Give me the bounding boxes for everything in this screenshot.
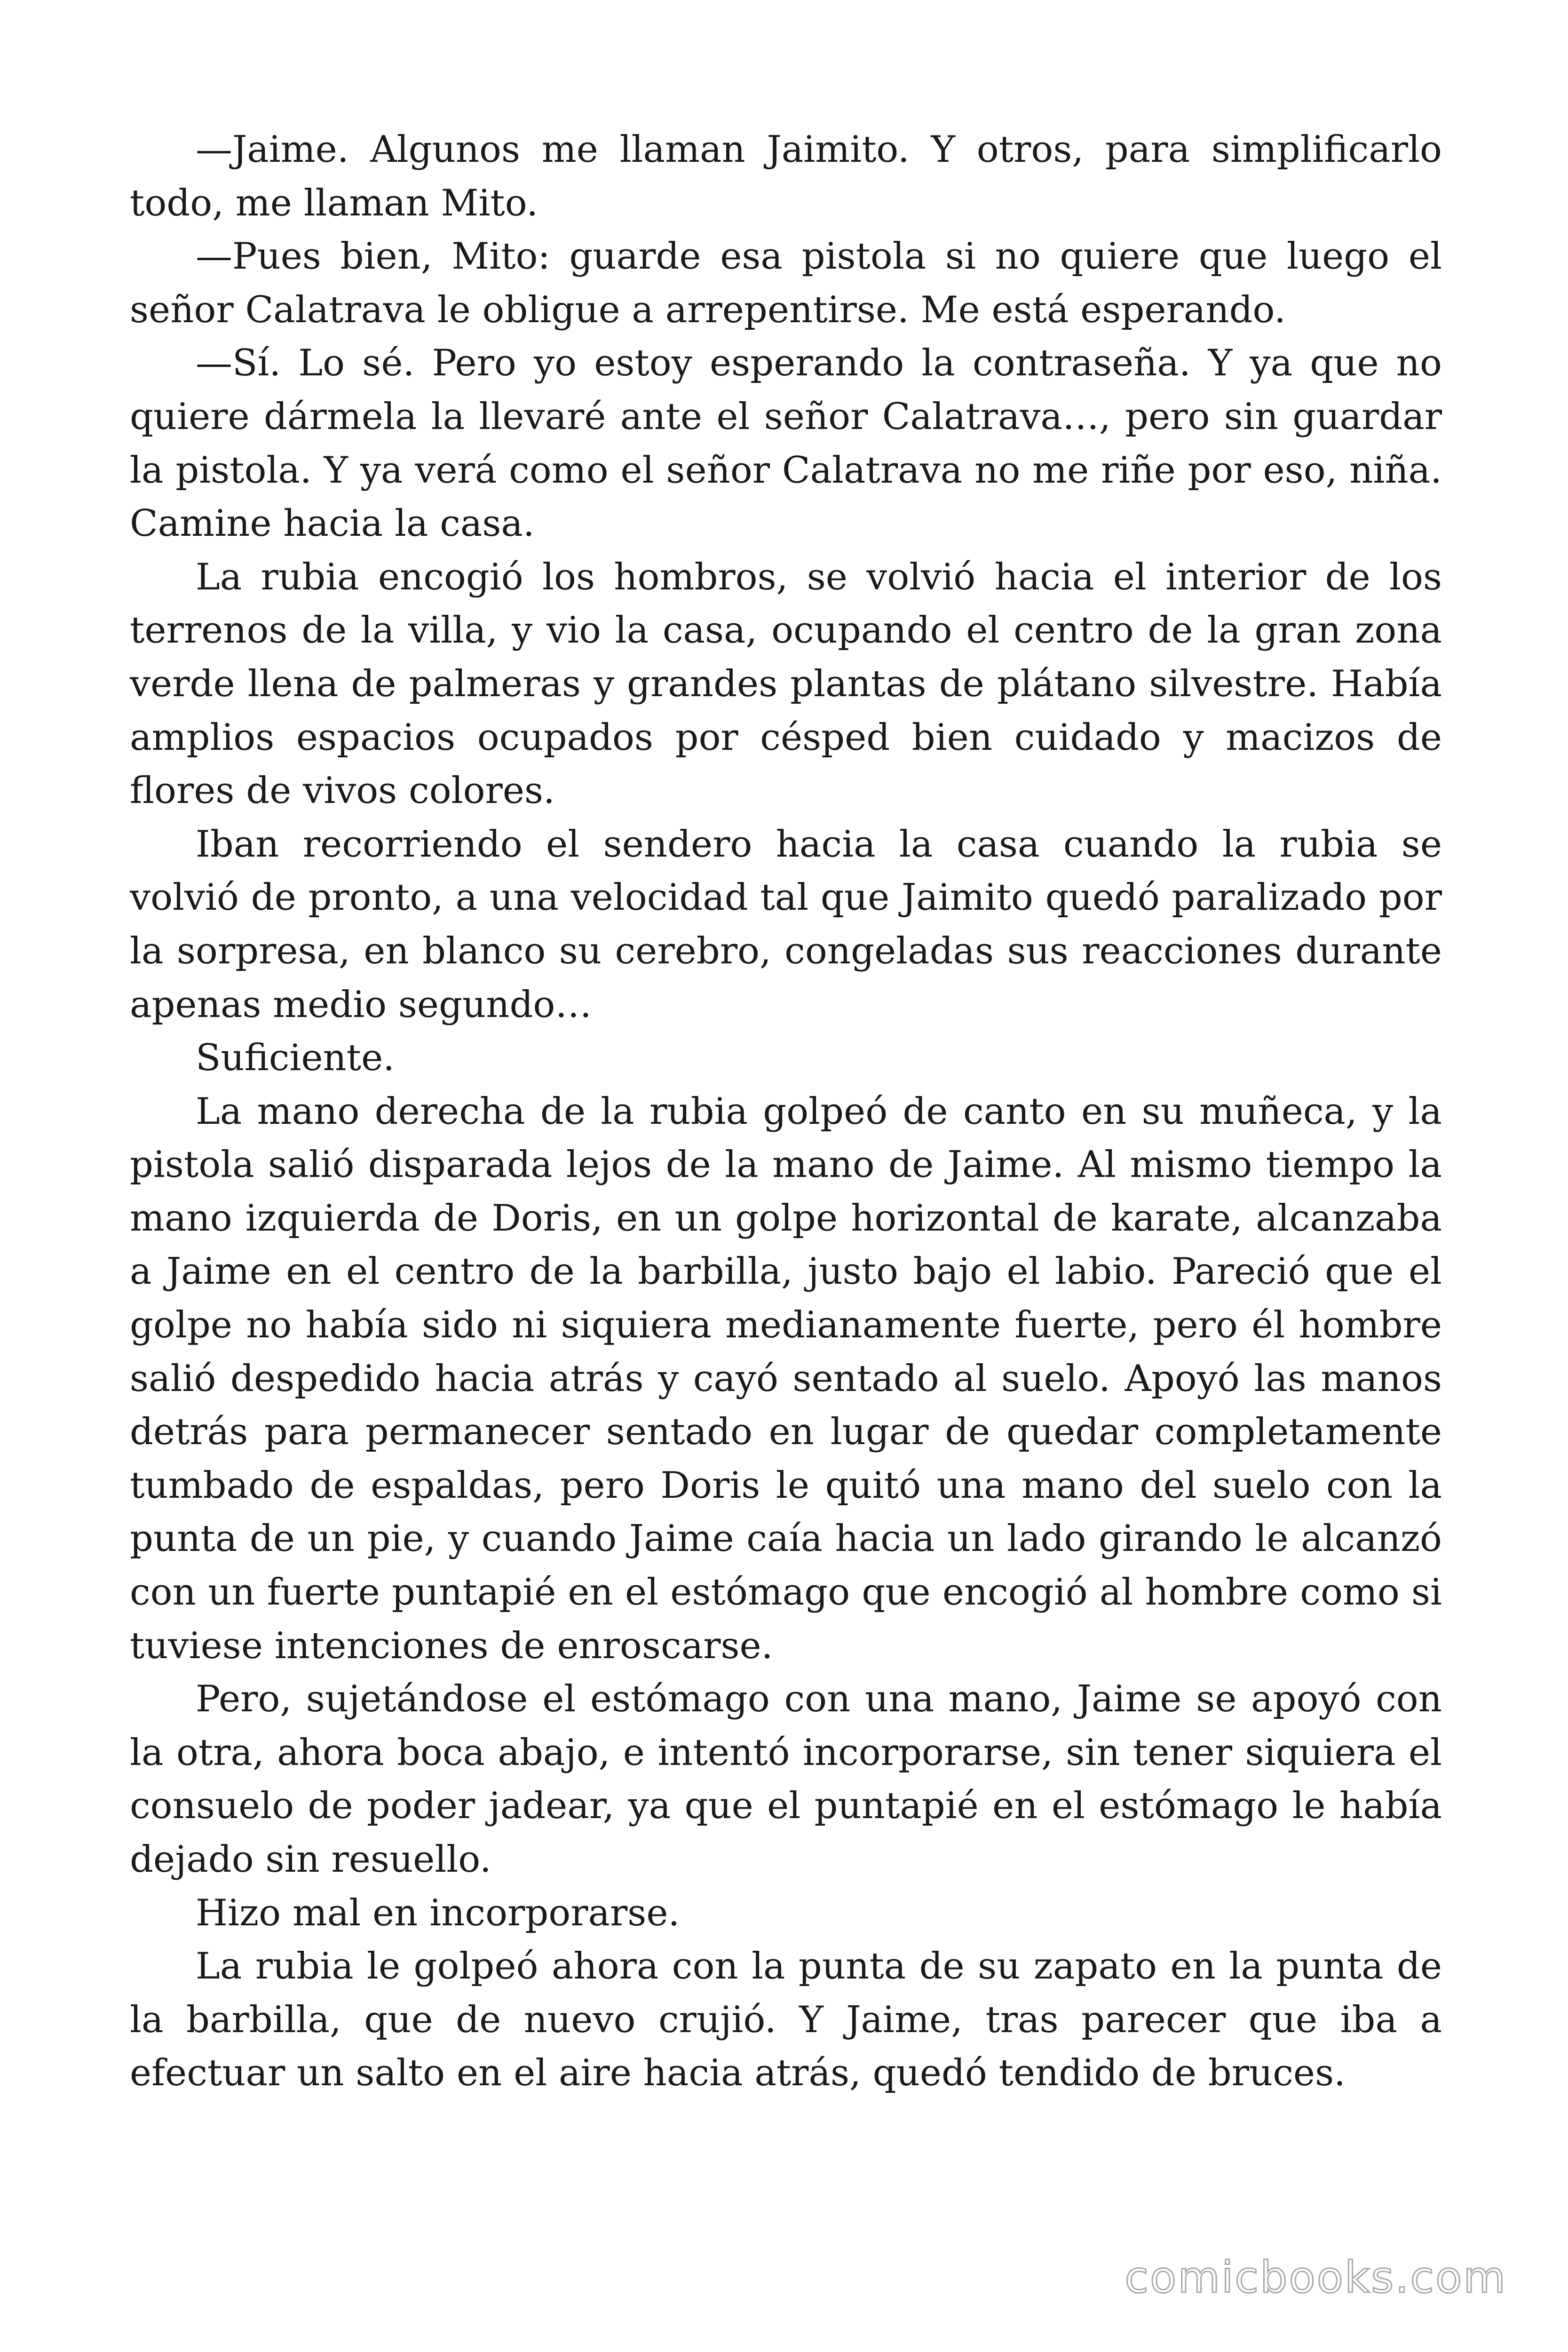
paragraph: La mano derecha de la rubia golpeó de canto en su muñeca, y la pistola salió disparada lejos de la mano de Jaime. Al mismo tiempo la mano izquierda de Doris, en un golpe horizontal de karate, alcanzaba a Jaime en el centro de la barbilla, justo bajo el labio. Pareció que el golpe no había sido ni siquiera medianamente fuerte, pero él hombre salió despedido hacia atrás y cayó sentado al suelo. Apoyó las manos detrás para permanecer sentado en lugar de quedar completamente tumbado de espaldas, pero Doris le quitó una mano del suelo con la punta de un pie, y cuando Jaime caía hacia un lado girando le alcanzó con un fuerte puntapié en el estómago que encogió al hombre como si tuviese intenciones de enroscarse. — [130, 1090, 1442, 1667]
paragraph: Iban recorriendo el sendero hacia la casa cuando la rubia se volvió de pronto, a una velocidad tal que Jaimito quedó paralizado por la sorpresa, en blanco su cerebro, congeladas sus reacciones durante apenas medio segundo… — [130, 823, 1442, 1026]
paragraph: Hizo mal en incorporarse. — [196, 1891, 680, 1934]
paragraph: Suficiente. — [196, 1037, 395, 1080]
watermark: comicbooks.com — [1125, 2252, 1507, 2303]
paragraph: La rubia encogió los hombros, se volvió hacia el interior de los terrenos de la villa, y vio la casa, ocupando el centro de la gran zona verde llena de palmeras y grandes plantas de plátano silvestre. Había amplios espacios ocupados por césped bien cuidado y macizos de flores de vivos colores. — [130, 556, 1442, 812]
paragraph: —Sí. Lo sé. Pero yo estoy esperando la contraseña. Y ya que no quiere dármela la llevaré ante el señor Calatrava…, pero sin guardar la pistola. Y ya verá como el señor Calatrava no me riñe por eso, niña. Camine hacia la casa. — [130, 342, 1442, 545]
paragraph: —Jaime. Algunos me llaman Jaimito. Y otros, para simplificarlo todo, me llaman Mito. — [130, 128, 1442, 224]
paragraph: —Pues bien, Mito: guarde esa pistola si no quiere que luego el señor Calatrava le obligue a arrepentirse. Me está esperando. — [130, 235, 1442, 331]
paragraph: La rubia le golpeó ahora con la punta de su zapato en la punta de la barbilla, que de nuevo crujió. Y Jaime, tras parecer que iba a efectuar un salto en el aire hacia atrás, quedó tendido de bruces. — [130, 1945, 1442, 2095]
paragraph: Pero, sujetándose el estómago con una mano, Jaime se apoyó con la otra, ahora boca abajo, e intentó incorporarse, sin tener siquiera el consuelo de poder jadear, ya que el puntapié en el estómago le había dejado sin resuello. — [130, 1678, 1442, 1881]
body-text — [130, 123, 1442, 2100]
